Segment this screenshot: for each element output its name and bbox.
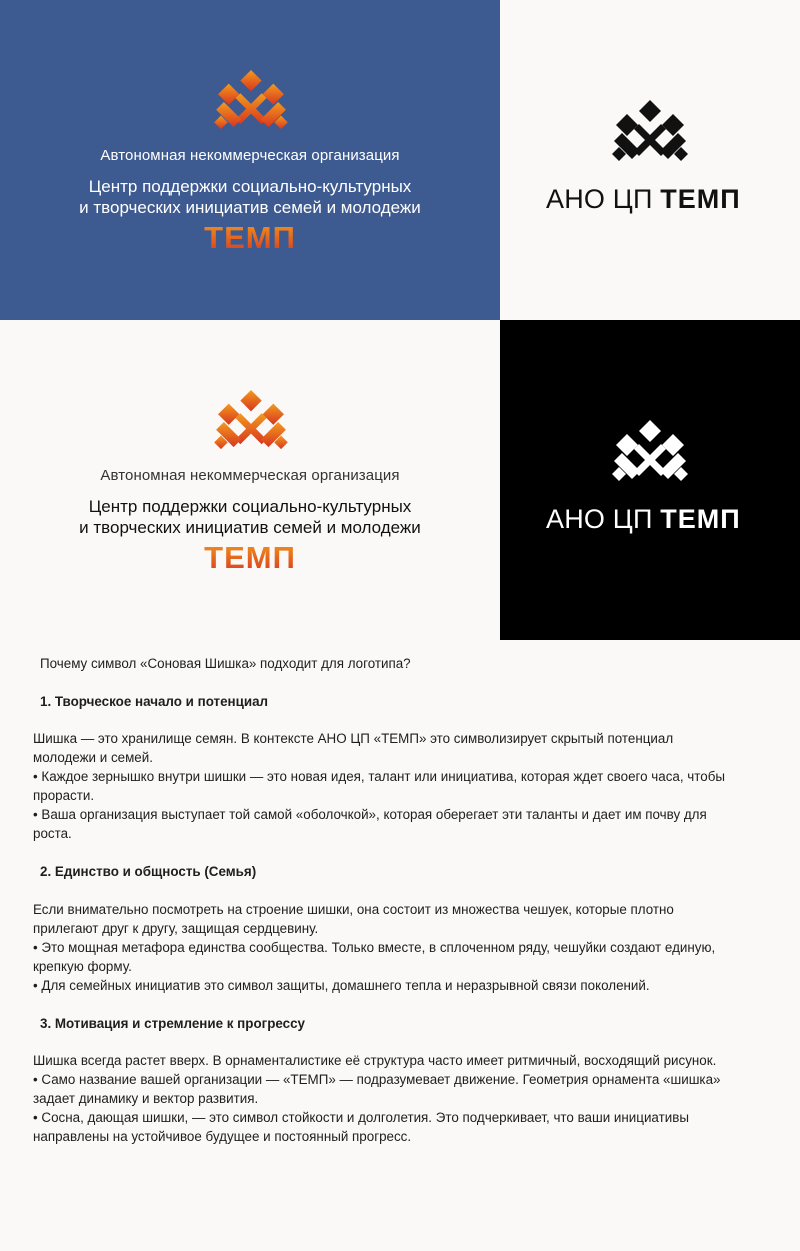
brand-wordmark bbox=[195, 222, 305, 252]
pine-cone-ornament-icon bbox=[612, 420, 688, 484]
section-heading: 2. Единство и общность (Семья) bbox=[40, 864, 257, 879]
paragraph-line: • Для семейных инициатив это символ защиты, домашнего тепла и неразрывной связи поколений. bbox=[33, 978, 650, 993]
brand-word: ТЕМП bbox=[204, 222, 296, 252]
section-body bbox=[33, 729, 778, 843]
paragraph-line: Если внимательно посмотреть на строение шишки, она состоит из множества чешуек, которые плотно bbox=[33, 902, 674, 917]
pine-cone-ornament-icon bbox=[213, 390, 289, 452]
abbr-prefix: АНО ЦП bbox=[546, 504, 653, 534]
abbreviated-name bbox=[546, 504, 756, 535]
full-logo bbox=[0, 320, 500, 640]
paragraph-line: Шишка всегда растет вверх. В орнаменталистике её структура часто имеет ритмичный, восходящий рисунок. bbox=[33, 1053, 717, 1068]
abbr-brand: ТЕМП bbox=[660, 184, 741, 214]
paragraph-line: • Это мощная метафора единства сообщества. Только вместе, в сплоченном ряду, чешуйки создают единую, bbox=[33, 940, 716, 955]
article-intro: Почему символ «Соновая Шишка» подходит для логотипа? bbox=[40, 656, 411, 671]
org-name bbox=[0, 496, 500, 538]
org-name bbox=[0, 176, 500, 218]
abbr-prefix: АНО ЦП bbox=[546, 184, 653, 214]
org-type: Автономная некоммерческая организация bbox=[100, 467, 400, 484]
paragraph-line: • Само название вашей организации — «ТЕМП» — подразумевает движение. Геометрия орнамента «шишка» bbox=[33, 1072, 721, 1087]
paragraph-line: • Ваша организация выступает той самой «оболочкой», которая оберегает эти таланты и дает им почву для bbox=[33, 807, 707, 822]
org-name-line1: Центр поддержки социально-культурных bbox=[88, 497, 412, 516]
pine-cone-ornament-icon bbox=[612, 100, 688, 164]
full-logo bbox=[0, 0, 500, 320]
logo-panel-white bbox=[500, 0, 800, 320]
org-name-line2: и творческих инициатив семей и молодежи bbox=[79, 518, 421, 537]
abbr-brand: ТЕМП bbox=[660, 504, 741, 534]
logo-panel-black bbox=[500, 320, 800, 640]
abbreviated-name bbox=[546, 184, 756, 215]
paragraph-line: • Сосна, дающая шишки, — это символ стойкости и долголетия. Это подчеркивает, что ваши инициативы bbox=[33, 1110, 689, 1125]
pine-cone-ornament-icon bbox=[213, 70, 289, 132]
paragraph-line: молодежи и семей. bbox=[33, 750, 153, 765]
paragraph-line: Шишка — это хранилище семян. В контексте АНО ЦП «ТЕМП» это символизирует скрытый потенциал bbox=[33, 731, 674, 746]
paragraph-line: задает динамику и вектор развития. bbox=[33, 1091, 259, 1106]
paragraph-line: крепкую форму. bbox=[33, 959, 132, 974]
section-body bbox=[33, 1051, 778, 1146]
paragraph-line: роста. bbox=[33, 826, 72, 841]
org-type: Автономная некоммерческая организация bbox=[100, 147, 400, 164]
paragraph-line: • Каждое зернышко внутри шишки — это новая идея, талант или инициатива, которая ждет своего часа, чтобы bbox=[33, 769, 725, 784]
brand-word: ТЕМП bbox=[204, 542, 296, 572]
short-logo bbox=[500, 0, 800, 320]
section-heading: 3. Мотивация и стремление к прогрессу bbox=[40, 1016, 305, 1031]
paragraph-line: прилегают друг к другу, защищая сердцевину. bbox=[33, 921, 319, 936]
logo-panel-blue bbox=[0, 0, 500, 320]
org-name-line1: Центр поддержки социально-культурных bbox=[88, 177, 412, 196]
brand-wordmark bbox=[195, 542, 305, 572]
short-logo bbox=[500, 320, 800, 640]
paragraph-line: направлены на устойчивое будущее и постоянный прогресс. bbox=[33, 1129, 412, 1144]
section-body bbox=[33, 900, 778, 995]
section-heading: 1. Творческое начало и потенциал bbox=[40, 694, 269, 709]
paragraph-line: прорасти. bbox=[33, 788, 95, 803]
org-name-line2: и творческих инициатив семей и молодежи bbox=[79, 198, 421, 217]
logo-panel-light bbox=[0, 320, 500, 640]
article bbox=[0, 640, 800, 1251]
